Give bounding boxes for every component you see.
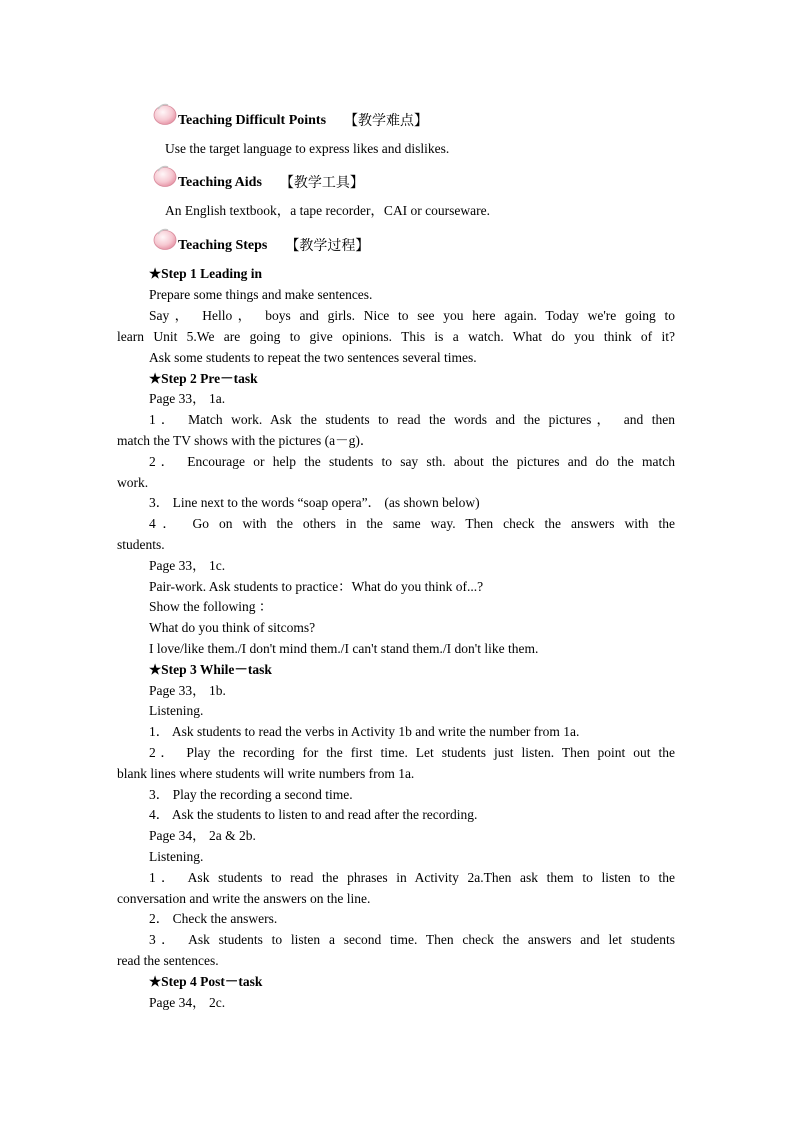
peach-bullet-icon (152, 162, 178, 188)
teaching-aids-text: An English textbook，a tape recorder，CAI or courseware. (165, 203, 491, 218)
text-line: 4． Ask the students to listen to and read after the recording. (149, 807, 478, 822)
text-line: 4． Go on with the others in the same way. Then check the answers with the (149, 516, 675, 531)
text-line: 1． Ask students to read the verbs in Activity 1b and write the number from 1a. (149, 724, 580, 739)
heading-cn-label: 【教学难点】 (344, 113, 429, 129)
heading-cn-label: 【教学过程】 (285, 238, 370, 254)
text-line: blank lines where students will write numbers from 1a. (117, 766, 415, 781)
text-line: match the TV shows with the pictures (a－g)． (117, 433, 374, 448)
text-line: Page 34， 2c. (149, 995, 226, 1010)
text-line: Ask some students to repeat the two sentences several times. (149, 350, 477, 365)
text-line: Pair-work. Ask students to practice：What do you think of...? (149, 579, 484, 594)
text-line: 2． Check the answers. (149, 911, 278, 926)
text-line: 1． Match work. Ask the students to read the words and the pictures， and then (149, 412, 675, 427)
text-line: Page 33， 1c. (149, 558, 226, 573)
text-line: Show the following ： (149, 599, 273, 614)
heading-title: Teaching Steps (178, 238, 268, 253)
heading-teaching-steps (152, 225, 369, 255)
text-line: work. (117, 475, 149, 490)
text-line: students. (117, 537, 165, 552)
text-line: 2． Play the recording for the first time. Let students just listen. Then point out the (149, 745, 675, 760)
text-line: What do you think of sitcoms? (149, 620, 316, 635)
heading-title: Teaching Aids (178, 175, 262, 190)
text-line: 3． Line next to the words “soap opera”． (as shown below) (149, 495, 480, 510)
heading-teaching-aids (152, 162, 364, 192)
peach-bullet-icon (152, 225, 178, 251)
text-line: 3． Ask students to listen a second time. Then check the answers and let students (149, 932, 675, 947)
text-line: Listening. (149, 849, 204, 864)
text-line: Page 33， 1a. (149, 391, 226, 406)
text-line: read the sentences. (117, 953, 219, 968)
difficult-points-text: Use the target language to express likes and dislikes. (165, 141, 450, 156)
text-line: Page 33， 1b. (149, 683, 226, 698)
text-line: Say， Hello， boys and girls. Nice to see you here again. Today we're going to (149, 308, 675, 323)
text-line: Page 34， 2a & 2b. (149, 828, 256, 843)
step-heading: ★Step 4 Post－task (149, 974, 263, 989)
text-line: Prepare some things and make sentences. (149, 287, 373, 302)
step-heading: ★Step 3 While－task (149, 662, 272, 677)
heading-cn-label: 【教学工具】 (279, 175, 364, 191)
text-line: 2． Encourage or help the students to say sth. about the pictures and do the match (149, 454, 675, 469)
step-heading: ★Step 2 Pre－task (149, 371, 258, 386)
text-line: Listening. (149, 703, 204, 718)
step-heading: ★Step 1 Leading in (149, 266, 263, 281)
text-line: learn Unit 5.We are going to give opinions. This is a watch. What do you think of it? (117, 329, 675, 344)
text-line: I love/like them./I don't mind them./I can't stand them./I don't like them. (149, 641, 539, 656)
heading-title: Teaching Difficult Points (178, 113, 327, 128)
peach-bullet-icon (152, 100, 178, 126)
heading-difficult-points (152, 100, 428, 130)
text-line: 3． Play the recording a second time. (149, 787, 353, 802)
text-line: conversation and write the answers on the line. (117, 891, 371, 906)
text-line: 1． Ask students to read the phrases in Activity 2a.Then ask them to listen to the (149, 870, 675, 885)
